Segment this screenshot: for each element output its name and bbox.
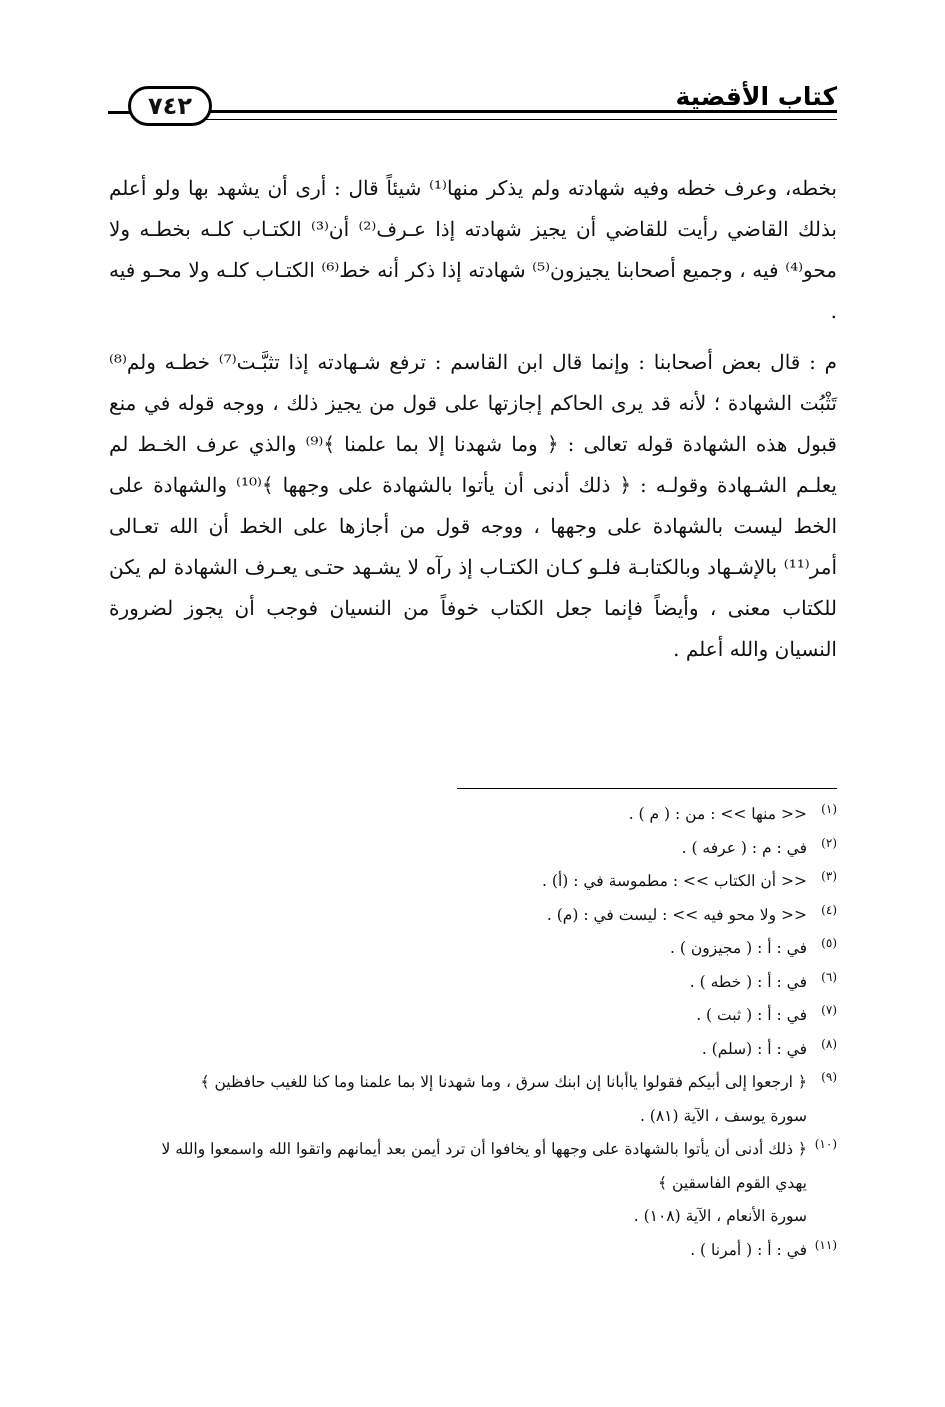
- footnote-number: (٦): [821, 969, 837, 984]
- paragraph: م : قال بعض أصحابنا : وإنما قال ابن القاسم : ترفع شـهادته إذا تثبَّـت⁽⁷⁾ خطـه ولم⁽⁸⁾ تَثْبُت الشهادة ؛ لأنه قد يرى الحاكم إجازتها على قول من يجيز ذلك ، ووجه قوله في منع قبول هذه الشهادة قوله تعالى : ﴿ وما شهدنا إلا بما علمنا ﴾⁽⁹⁾ والذي عرف الخـط لم يعلـم الشـهادة وقولـه : ﴿ ذلك أدنى أن يأتوا بالشهادة على وجهها ﴾⁽¹⁰⁾ والشهادة على الخط ليست بالشهادة على وجهها ، ووجه قول من أجازها على الخط أن الله تعـالى أمر⁽¹¹⁾ بالإشـهاد وبالكتابـة فلـو كـان الكتـاب إذ رآه لا يشـهد حتـى يعـرف الشهادة لم يكن للكتاب معنى ، وأيضاً فإنما جعل الكتاب خوفاً من النسيان فوجب أن يجوز لضرورة النسيان والله أعلم .: [109, 350, 838, 661]
- footnote-text: << ولا محو فيه >> : ليست في : (م) .: [546, 905, 807, 924]
- footnote: [109, 865, 837, 899]
- footnote-number: (٢): [821, 835, 837, 850]
- footnote-number: (١٠): [814, 1137, 837, 1151]
- footnote: [109, 966, 837, 1000]
- footnote: [109, 1133, 837, 1234]
- footnote-number: (٣): [821, 869, 837, 883]
- footnote-text: في : أ : ( ثبت ) .: [696, 1006, 807, 1024]
- footnote: [109, 1066, 837, 1133]
- footnote: [109, 1033, 837, 1067]
- footnote-text: ﴿ ذلك أدنى أن يأتوا بالشهادة على وجهها أو يخافوا أن ترد أيمن بعد أيمانهم واتقوا الله واسمعوا والله لا: [161, 1140, 807, 1158]
- running-title: كتاب الأقضية: [675, 82, 837, 111]
- footnote: [109, 798, 837, 832]
- footnote-number: (٥): [821, 936, 837, 950]
- footnote-text: << منها >> : من : ( م ) .: [628, 805, 807, 823]
- footnote-number: (٨): [821, 1036, 837, 1051]
- footnote-text: في : أ : ( مجيزون ) .: [670, 939, 807, 957]
- footnote-source: سورة الأنعام ، الآية (١٠٨) .: [633, 1207, 807, 1225]
- footnote-number: (٧): [821, 1003, 837, 1017]
- footnote: [109, 832, 837, 866]
- footnote-text: في : أ : ( أمرنا ) .: [690, 1240, 807, 1259]
- main-text: [109, 168, 837, 670]
- footnote: [109, 999, 837, 1033]
- footnote-text: ﴿ ارجعوا إلى أبيكم فقولوا ياأبانا إن ابنك سرق ، وما شهدنا إلا بما علمنا وما كنا للغيب حافظين ﴾: [200, 1073, 807, 1091]
- footnote-source: سورة يوسف ، الآية (٨١) .: [639, 1106, 807, 1125]
- footnote-continuation: يهدي القوم الفاسقين ﴾: [658, 1173, 807, 1192]
- header-rule: [196, 110, 837, 120]
- footnote-number: (٩): [821, 1070, 837, 1084]
- footnote: [109, 899, 837, 933]
- footnote-text: << أن الكتاب >> : مطموسة في : (أ) .: [542, 872, 807, 890]
- page-number: ٧٤٢: [148, 92, 192, 120]
- footnote-separator: [457, 788, 837, 789]
- footnote-text: في : أ : (سلم) .: [701, 1039, 807, 1058]
- footnotes-list: [109, 798, 837, 1267]
- page-number-badge: [128, 86, 212, 126]
- footnote: [109, 1234, 837, 1268]
- header-rule-end: [108, 111, 130, 114]
- footnote-text: في : م : ( عرفه ) .: [681, 838, 807, 857]
- footnote-number: (١١): [814, 1237, 837, 1252]
- footnote-number: (١): [821, 802, 837, 816]
- footnote-text: في : أ : ( خطه ) .: [689, 972, 807, 991]
- footnote: [109, 932, 837, 966]
- footnote-number: (٤): [821, 902, 837, 917]
- paragraph: بخطه، وعرف خطه وفيه شهادته ولم يذكر منها⁽¹⁾ شيئاً قال : أرى أن يشهد بها ولو أعلم بذلك القاضي رأيت للقاضي أن يجيز شهادته إذا عـرف⁽²⁾ أن⁽³⁾ الكتـاب كلـه بخطـه ولا محو⁽⁴⁾ فيه ، وجميع أصحابنا يجيزون⁽⁵⁾ شهادته إذا ذكر أنه خط⁽⁶⁾ الكتـاب كلـه ولا محـو فيه .: [109, 176, 838, 323]
